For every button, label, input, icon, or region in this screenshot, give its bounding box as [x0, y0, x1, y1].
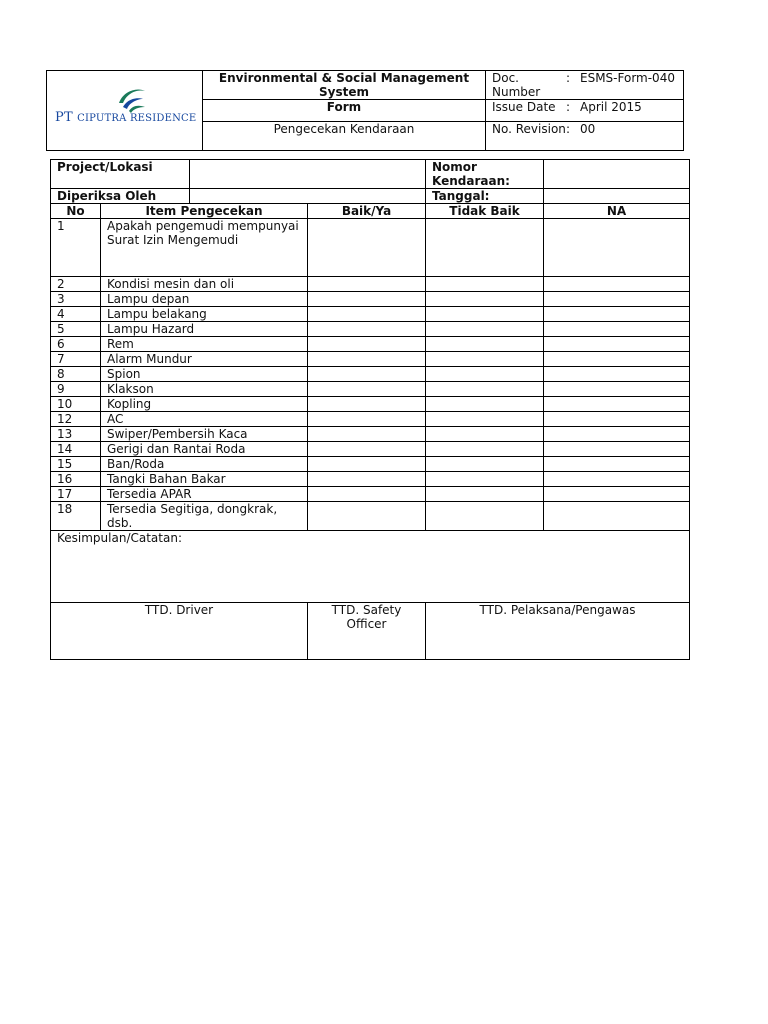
column-header: NA [544, 204, 690, 219]
na-cell[interactable] [544, 457, 690, 472]
signature-driver[interactable]: TTD. Driver [51, 603, 308, 660]
item-number: 17 [51, 487, 101, 502]
table-row [51, 442, 690, 457]
tidak-baik-cell[interactable] [426, 442, 544, 457]
item-label: Ban/Roda [101, 457, 308, 472]
item-number: 16 [51, 472, 101, 487]
vehicle-number-label: Nomor Kendaraan: [426, 160, 544, 189]
tidak-baik-cell[interactable] [426, 502, 544, 531]
table-row [51, 277, 690, 292]
table-row [51, 337, 690, 352]
project-label: Project/Lokasi [51, 160, 190, 189]
company-name-rest: CIPUTRA RESIDENCE [77, 112, 197, 124]
item-number: 6 [51, 337, 101, 352]
item-label: Gerigi dan Rantai Roda [101, 442, 308, 457]
table-row [51, 412, 690, 427]
baik-cell[interactable] [308, 219, 426, 277]
item-label: Spion [101, 367, 308, 382]
baik-cell[interactable] [308, 367, 426, 382]
date-input[interactable] [544, 189, 690, 204]
checked-by-label: Diperiksa Oleh [51, 189, 190, 204]
item-number: 8 [51, 367, 101, 382]
baik-cell[interactable] [308, 382, 426, 397]
item-label: Kondisi mesin dan oli [101, 277, 308, 292]
table-row [51, 292, 690, 307]
table-row [51, 307, 690, 322]
meta-value: April 2015 [580, 100, 642, 114]
na-cell[interactable] [544, 367, 690, 382]
checked-by-input[interactable] [190, 189, 426, 204]
na-cell[interactable] [544, 502, 690, 531]
item-number: 18 [51, 502, 101, 531]
item-label: Tangki Bahan Bakar [101, 472, 308, 487]
item-number: 5 [51, 322, 101, 337]
item-label: Alarm Mundur [101, 352, 308, 367]
tidak-baik-cell[interactable] [426, 397, 544, 412]
item-number: 2 [51, 277, 101, 292]
tidak-baik-cell[interactable] [426, 219, 544, 277]
column-header: Item Pengecekan [101, 204, 308, 219]
notes-label: Kesimpulan/Catatan: [57, 531, 182, 545]
tidak-baik-cell[interactable] [426, 337, 544, 352]
table-row [51, 487, 690, 502]
tidak-baik-cell[interactable] [426, 487, 544, 502]
na-cell[interactable] [544, 219, 690, 277]
baik-cell[interactable] [308, 457, 426, 472]
baik-cell[interactable] [308, 412, 426, 427]
tidak-baik-cell[interactable] [426, 472, 544, 487]
item-number: 9 [51, 382, 101, 397]
item-number: 4 [51, 307, 101, 322]
item-label: AC [101, 412, 308, 427]
baik-cell[interactable] [308, 307, 426, 322]
baik-cell[interactable] [308, 442, 426, 457]
item-number: 10 [51, 397, 101, 412]
tidak-baik-cell[interactable] [426, 292, 544, 307]
na-cell[interactable] [544, 322, 690, 337]
item-label: Kopling [101, 397, 308, 412]
table-row [51, 352, 690, 367]
item-label: Apakah pengemudi mempunyai Surat Izin Mengemudi [101, 219, 308, 277]
item-label: Lampu depan [101, 292, 308, 307]
notes-field[interactable] [51, 531, 690, 603]
baik-cell[interactable] [308, 472, 426, 487]
baik-cell[interactable] [308, 277, 426, 292]
baik-cell[interactable] [308, 337, 426, 352]
table-row [51, 219, 690, 277]
item-number: 3 [51, 292, 101, 307]
tidak-baik-cell[interactable] [426, 367, 544, 382]
tidak-baik-cell[interactable] [426, 322, 544, 337]
meta-value: 00 [580, 122, 596, 136]
vehicle-number-input[interactable] [544, 160, 690, 189]
meta-key: Issue Date [492, 100, 556, 114]
table-row [51, 472, 690, 487]
na-cell[interactable] [544, 412, 690, 427]
na-cell[interactable] [544, 487, 690, 502]
issue-date: Issue Date : April 2015 [486, 100, 684, 122]
item-label: Tersedia Segitiga, dongkrak, dsb. [101, 502, 308, 531]
tidak-baik-cell[interactable] [426, 307, 544, 322]
item-number: 1 [51, 219, 101, 277]
doc-number: Doc. Number : ESMS-Form-040 [486, 71, 684, 100]
na-cell[interactable] [544, 397, 690, 412]
item-number: 12 [51, 412, 101, 427]
item-number: 7 [51, 352, 101, 367]
na-cell[interactable] [544, 352, 690, 367]
tidak-baik-cell[interactable] [426, 412, 544, 427]
item-number: 15 [51, 457, 101, 472]
meta-key: Doc. Number [492, 71, 541, 99]
signature-supervisor[interactable]: TTD. Pelaksana/Pengawas [426, 603, 690, 660]
baik-cell[interactable] [308, 427, 426, 442]
table-row [51, 322, 690, 337]
system-title: Environmental & Social Management System [203, 71, 486, 100]
tidak-baik-cell[interactable] [426, 427, 544, 442]
baik-cell[interactable] [308, 352, 426, 367]
date-label: Tanggal: [426, 189, 544, 204]
na-cell[interactable] [544, 337, 690, 352]
baik-cell[interactable] [308, 322, 426, 337]
table-row [51, 457, 690, 472]
na-cell[interactable] [544, 307, 690, 322]
na-cell[interactable] [544, 277, 690, 292]
project-input[interactable] [190, 160, 426, 189]
signature-safety-officer[interactable]: TTD. Safety Officer [308, 603, 426, 660]
item-label: Rem [101, 337, 308, 352]
table-row [51, 367, 690, 382]
vehicle-check-form [50, 159, 690, 660]
item-label: Swiper/Pembersih Kaca [101, 427, 308, 442]
baik-cell[interactable] [308, 487, 426, 502]
tidak-baik-cell[interactable] [426, 352, 544, 367]
table-row [51, 397, 690, 412]
form-label: Form [203, 100, 486, 122]
baik-cell[interactable] [308, 502, 426, 531]
tidak-baik-cell[interactable] [426, 277, 544, 292]
na-cell[interactable] [544, 442, 690, 457]
meta-value: ESMS-Form-040 [580, 71, 675, 85]
na-cell[interactable] [544, 292, 690, 307]
meta-key: No. Revision [492, 122, 566, 136]
na-cell[interactable] [544, 382, 690, 397]
table-row [51, 502, 690, 531]
tidak-baik-cell[interactable] [426, 382, 544, 397]
company-name: PT CIPUTRA RESIDENCE [55, 109, 197, 125]
table-row [51, 382, 690, 397]
item-number: 13 [51, 427, 101, 442]
column-header: Tidak Baik [426, 204, 544, 219]
document-header [46, 70, 684, 151]
tidak-baik-cell[interactable] [426, 457, 544, 472]
baik-cell[interactable] [308, 292, 426, 307]
company-logo [47, 71, 203, 151]
column-header: No [51, 204, 101, 219]
na-cell[interactable] [544, 427, 690, 442]
item-label: Lampu belakang [101, 307, 308, 322]
form-name: Pengecekan Kendaraan [203, 122, 486, 151]
column-header: Baik/Ya [308, 204, 426, 219]
na-cell[interactable] [544, 472, 690, 487]
item-label: Tersedia APAR [101, 487, 308, 502]
item-number: 14 [51, 442, 101, 457]
item-label: Lampu Hazard [101, 322, 308, 337]
table-row [51, 427, 690, 442]
baik-cell[interactable] [308, 397, 426, 412]
item-label: Klakson [101, 382, 308, 397]
revision-number: No. Revision : 00 [486, 122, 684, 151]
